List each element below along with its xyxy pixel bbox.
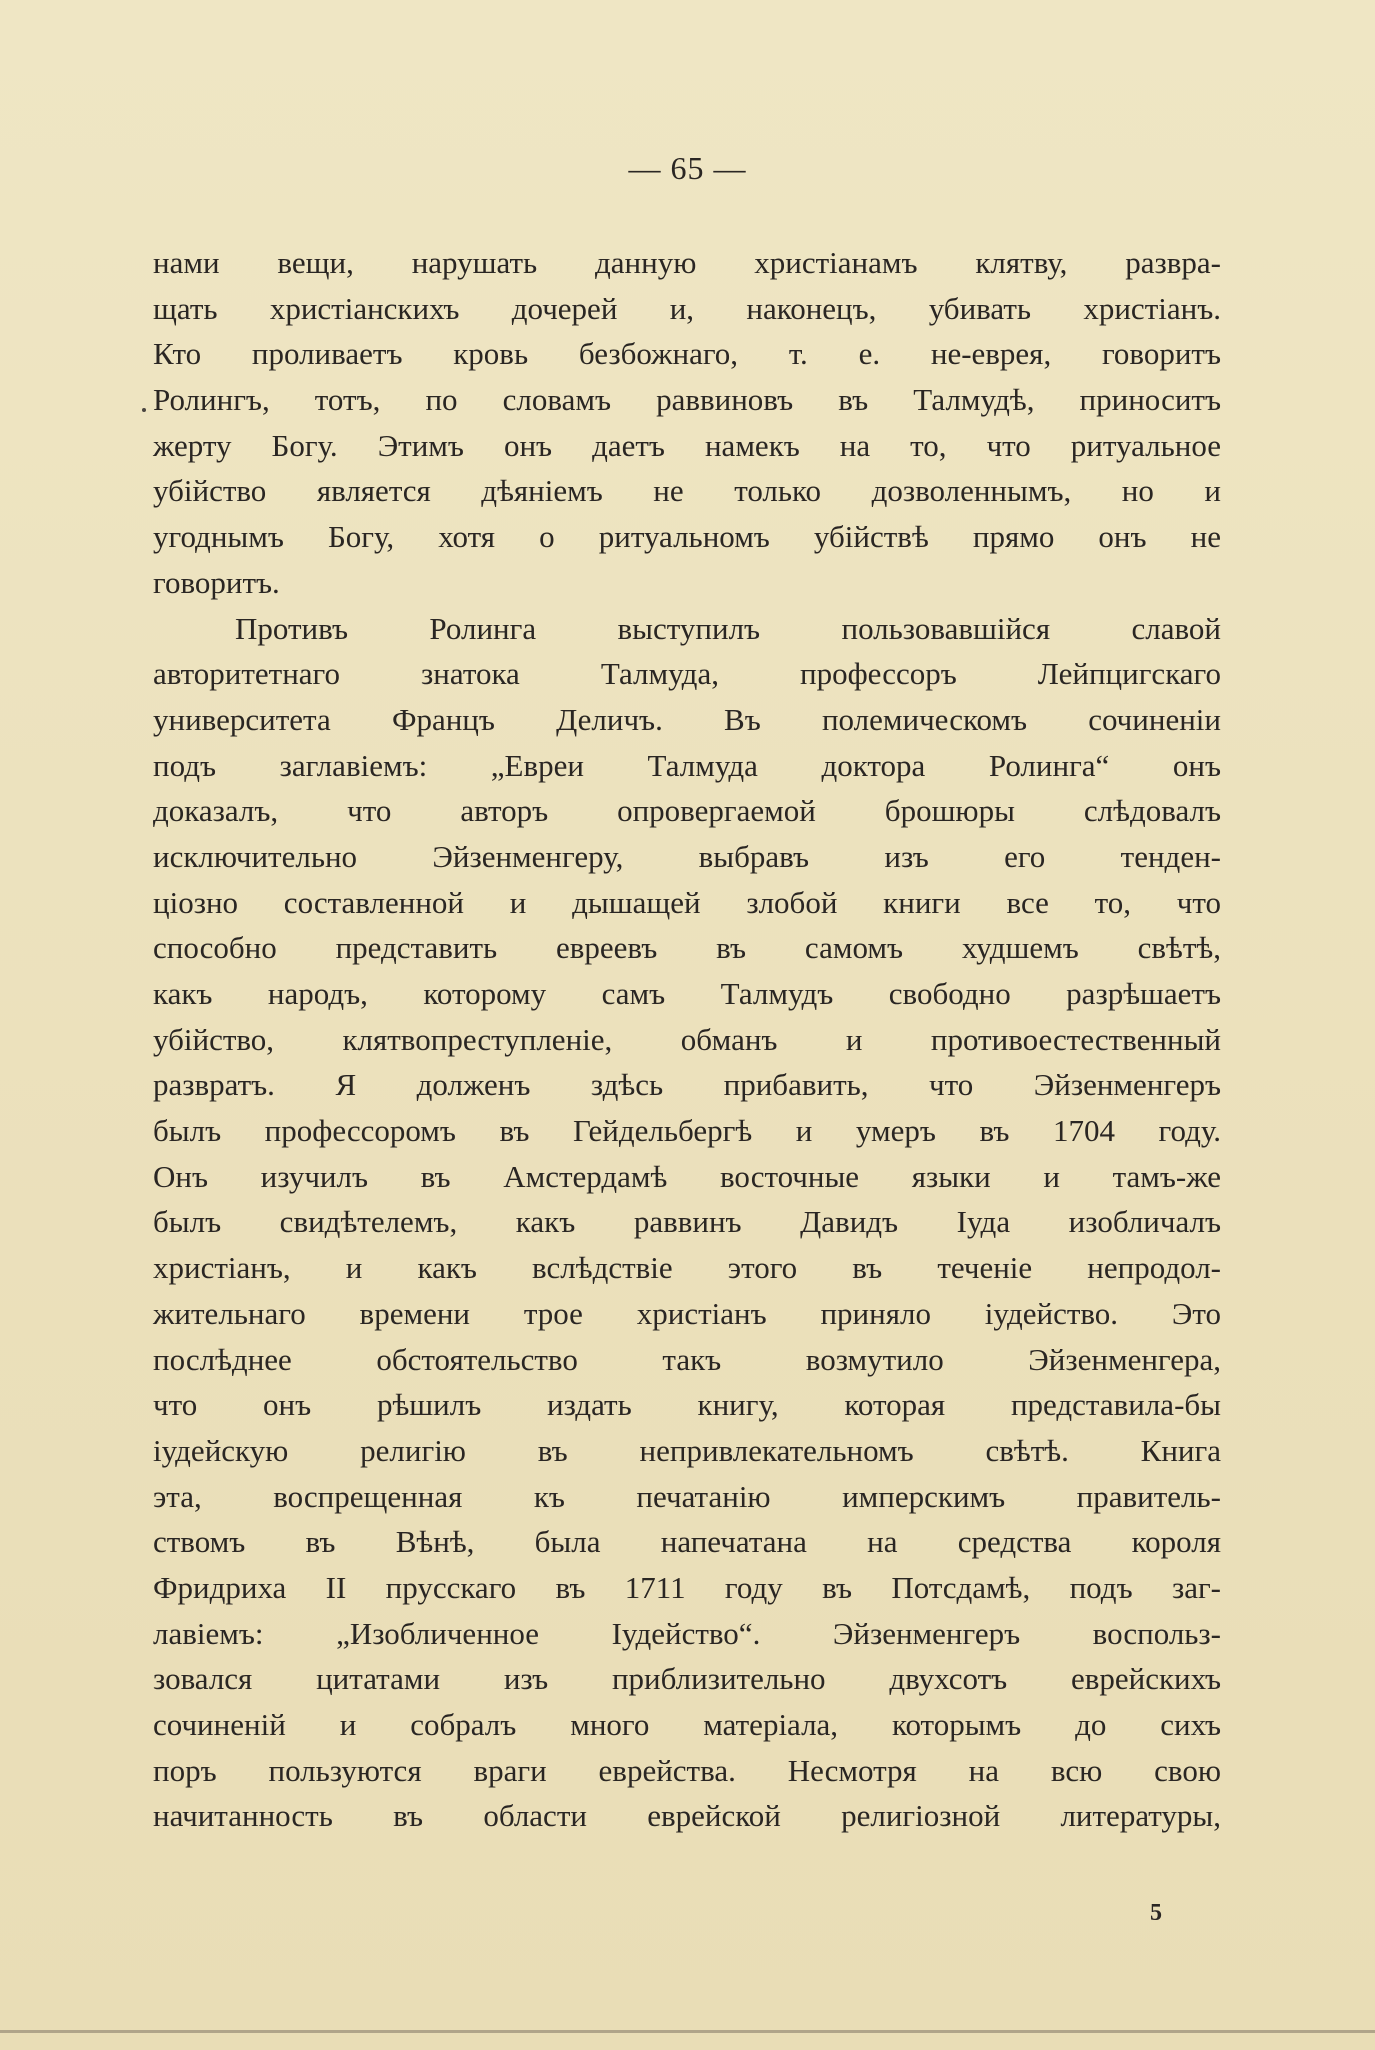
body-text xyxy=(153,240,1221,1839)
text-line: іудейскую религію въ непривлекательномъ свѣтѣ. Книга xyxy=(153,1432,1221,1468)
text-line: былъ свидѣтелемъ, какъ раввинъ Давидъ Іуда изобличалъ xyxy=(153,1204,1221,1240)
bottom-edge-rule xyxy=(0,2030,1375,2033)
text-line: сочиненій и собралъ много матеріала, которымъ до сихъ xyxy=(153,1707,1221,1742)
text-line: Кто проливаетъ кровь безбожнаго, т. е. не-еврея, говоритъ xyxy=(153,336,1221,372)
margin-dot-mark xyxy=(142,408,146,412)
text-line: способно представить евреевъ въ самомъ худшемъ свѣтѣ, xyxy=(153,930,1221,966)
text-line: угоднымъ Богу, хотя о ритуальномъ убійствѣ прямо онъ не xyxy=(153,519,1221,555)
text-line: былъ профессоромъ въ Гейдельбергѣ и умеръ въ 1704 году. xyxy=(153,1113,1221,1149)
text-line: щать христіанскихъ дочерей и, наконецъ, убивать христіанъ. xyxy=(153,290,1221,326)
text-line: Ролингъ, тотъ, по словамъ раввиновъ въ Талмудѣ, приноситъ xyxy=(153,382,1221,418)
text-line: говоритъ. xyxy=(153,564,280,600)
text-line: какъ народъ, которому самъ Талмудъ свободно разрѣшаетъ xyxy=(153,976,1221,1011)
text-line: убійство является дѣяніемъ не только дозволеннымъ, но и xyxy=(153,473,1221,509)
page-number-header: — 65 — xyxy=(628,150,747,186)
text-line: зовался цитатами изъ приблизительно двухсотъ еврейскихъ xyxy=(153,1661,1221,1697)
text-line: развратъ. Я долженъ здѣсь прибавить, что Эйзенменгеръ xyxy=(153,1067,1221,1103)
text-line: университета Францъ Деличъ. Въ полемическомъ сочиненіи xyxy=(153,701,1221,737)
text-line: подъ заглавіемъ: „Евреи Талмуда доктора Ролинга“ онъ xyxy=(153,747,1221,783)
text-line: послѣднее обстоятельство такъ возмутило Эйзенменгера, xyxy=(153,1341,1221,1377)
signature-mark: 5 xyxy=(1150,1900,1162,1926)
text-line: авторитетнаго знатока Талмуда, профессоръ Лейпцигскаго xyxy=(153,656,1221,692)
text-line: поръ пользуются враги еврейства. Несмотря на всю свою xyxy=(153,1752,1221,1788)
text-line: что онъ рѣшилъ издать книгу, которая представила-бы xyxy=(153,1387,1221,1423)
text-line: Фридриха II прусскаго въ 1711 году въ Потсдамѣ, подъ заг- xyxy=(153,1569,1221,1605)
text-line: жительнаго времени трое христіанъ приняло іудейство. Это xyxy=(153,1295,1221,1331)
text-line: исключительно Эйзенменгеру, выбравъ изъ его тенден- xyxy=(153,838,1221,874)
text-line: нами вещи, нарушать данную христіанамъ клятву, развра- xyxy=(153,245,1221,280)
text-line: убійство, клятвопреступленіе, обманъ и противоестественный xyxy=(153,1021,1221,1057)
text-line: Онъ изучилъ въ Амстердамѣ восточные языки и тамъ-же xyxy=(153,1158,1221,1194)
text-line: Противъ Ролинга выступилъ пользовавшійся славой xyxy=(235,610,1221,646)
text-line: начитанность въ области еврейской религіозной литературы, xyxy=(153,1798,1221,1834)
text-line: ціозно составленной и дышащей злобой книги все то, что xyxy=(153,884,1221,920)
text-line: ствомъ въ Вѣнѣ, была напечатана на средства короля xyxy=(153,1524,1221,1560)
text-line: христіанъ, и какъ вслѣдствіе этого въ теченіе непродол- xyxy=(153,1250,1221,1286)
text-line: лавіемъ: „Изобличенное Іудейство“. Эйзенменгеръ воспольз- xyxy=(153,1615,1221,1651)
text-line: эта, воспрещенная къ печатанію имперскимъ правитель- xyxy=(153,1478,1221,1514)
text-line: доказалъ, что авторъ опровергаемой брошюры слѣдовалъ xyxy=(153,793,1221,829)
text-line: жерту Богу. Этимъ онъ даетъ намекъ на то, что ритуальное xyxy=(153,427,1221,463)
